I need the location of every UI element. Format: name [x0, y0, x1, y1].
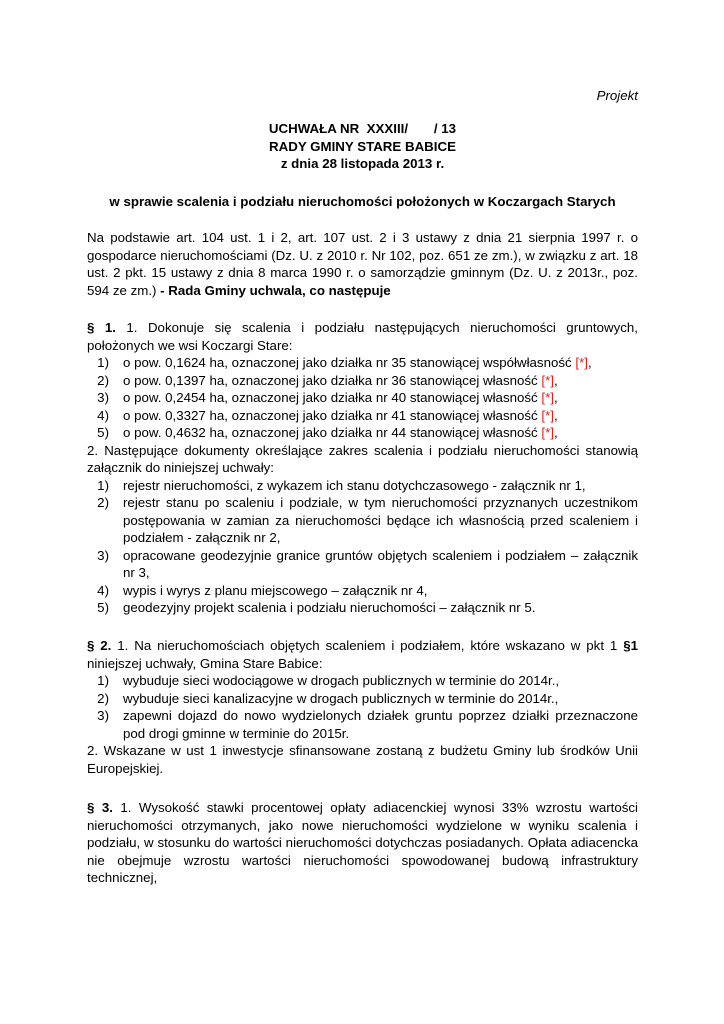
document-item-text [123, 582, 638, 600]
document-item-body: wypis i wyrys z planu miejscowego – załącznik nr 4, [123, 582, 428, 598]
document-item-text [123, 547, 638, 582]
investment-item-number: 2) [97, 690, 109, 706]
investment-item-body: zapewni dojazd do nowo wydzielonych działek gruntu poprzez działki przeznaczone pod drogi gminne w terminie do 2015r. [123, 708, 638, 741]
section-3-label: § 3. [87, 800, 113, 815]
redaction-mark: [*] [541, 372, 554, 388]
investment-list [87, 672, 638, 742]
parcel-item-number: 5) [97, 425, 109, 440]
section-1 [87, 319, 638, 617]
redaction-mark: [*] [541, 425, 554, 440]
parcel-item-number: 3) [97, 390, 109, 405]
resolution-header [87, 120, 638, 173]
preamble-bold: - Rada Gminy uchwala, co następuje [156, 282, 391, 298]
parcel-item [87, 372, 638, 390]
parcel-item [87, 424, 638, 442]
section-1-intro-text: 1. Dokonuje się scalenia i podziału następujących nieruchomości gruntowych, położonych we wsi Koczargi Stare: [87, 320, 639, 353]
parcel-item-end: , [553, 372, 558, 388]
parcel-item-text [123, 354, 638, 372]
parcel-list [87, 354, 638, 442]
document-item-number: 4) [97, 582, 109, 598]
document-item-number: 2) [97, 495, 109, 510]
resolution-number: UCHWAŁA NR XXXIII/ / 13 [268, 121, 457, 136]
section-2 [87, 637, 638, 777]
parcel-item-end: , [553, 425, 558, 440]
investment-item-body: wybuduje sieci wodociągowe w drogach publicznych w terminie do 2014r., [123, 673, 560, 688]
document-item-number: 1) [97, 477, 109, 493]
investment-item [87, 707, 638, 742]
parcel-item-end: , [587, 355, 592, 370]
document-item [87, 599, 638, 617]
document-item-body: geodezyjny projekt scalenia i podziału nieruchomości – załącznik nr 5. [123, 600, 536, 615]
parcel-item [87, 407, 638, 425]
parcel-item-text [123, 372, 638, 390]
section-3-text: 1. Wysokość stawki procentowej opłaty adiacenckiej wynosi 33% wzrostu wartości nieruchomości otrzymanych, jako nowe nieruchomości wydzielone w wyniku scalenia i podziału, w stosunku do wartości nieruchomości dotychczas posiadanych. Opłata adiacencka nie obejmuje wzrostu wartości nieruchomości spowodowanej budową infrastruktury technicznej, [87, 800, 638, 885]
resolution-subject: w sprawie scalenia i podziału nieruchomości położonych w Koczargach Starych [109, 194, 616, 209]
parcel-item-text [123, 389, 638, 407]
document-item-text [123, 477, 638, 495]
parcel-item-end: , [553, 390, 558, 405]
preamble-text: Na podstawie art. 104 ust. 1 i 2, art. 107 ust. 2 i 3 ustawy z dnia 21 sierpnia 1997 r. o gospodarce nieruchomościami (Dz. U. z 2010 r. Nr 102, poz. 651 ze zm.), w związku z art. 18 ust. 2 pkt. 15 ustawy z dnia 8 marca 1990 r. o samorządzie gminnym (Dz. U. z 2013r., poz. 594 ze zm.) [87, 230, 638, 298]
investment-item [87, 672, 638, 690]
parcel-item-end: , [553, 407, 558, 423]
preamble [87, 229, 638, 299]
parcel-item [87, 354, 638, 372]
section-2-intro-text: 1. Na nieruchomościach objętych scaleniem i podziałem, które wskazano w pkt 1 [111, 638, 624, 653]
document-item-text [123, 599, 638, 617]
investment-item-number: 3) [97, 708, 109, 723]
parcel-item-number: 2) [97, 372, 109, 388]
redaction-mark: [*] [575, 355, 588, 370]
resolution-date: z dnia 28 listopada 2013 r. [280, 156, 445, 171]
parcel-item-number: 4) [97, 407, 109, 423]
parcel-item-body: o pow. 0,3327 ha, oznaczonej jako działka nr 41 stanowiącej własność [123, 407, 542, 423]
section-2-intro [87, 637, 638, 672]
document-item [87, 494, 638, 547]
section-2-intro-text-2: niniejszej uchwały, Gmina Stare Babice: [87, 655, 323, 671]
section-2-p2: 2. Wskazane w ust 1 inwestycje sfinansowane zostaną z budżetu Gminy lub środków Unii Europejskiej. [87, 743, 638, 776]
section-3 [87, 799, 638, 887]
document-item [87, 477, 638, 495]
parcel-item-text [123, 407, 638, 425]
section-1-label: § 1. [87, 320, 116, 335]
document-item [87, 582, 638, 600]
redaction-mark: [*] [541, 390, 554, 405]
document-item-body: opracowane geodezyjnie granice gruntów objętych scaleniem i podziałem – załącznik nr 3, [123, 547, 638, 580]
parcel-item-text [123, 424, 638, 442]
document-item-body: rejestr stanu po scaleniu i podziale, w tym nieruchomości przyznanych uczestnikom postępowania w zamian za nieruchomości będące ich własnością przed scaleniem i podziałem - załącznik nr 2, [123, 495, 638, 545]
investment-item-body: wybuduje sieci kanalizacyjne w drogach publicznych w terminie do 2014r., [123, 690, 559, 706]
investment-item-text [123, 707, 638, 742]
section-2-label: § 2. [87, 638, 112, 653]
parcel-item-body: o pow. 0,4632 ha, oznaczonej jako działka nr 44 stanowiącej własność [123, 425, 542, 440]
document-item-number: 5) [97, 600, 109, 615]
redaction-mark: [*] [541, 407, 554, 423]
document-list [87, 477, 638, 617]
parcel-item-number: 1) [97, 355, 109, 370]
document-item-body: rejestr nieruchomości, z wykazem ich stanu dotychczasowego - załącznik nr 1, [123, 477, 586, 493]
projekt-label: Projekt [596, 88, 638, 103]
council-name: RADY GMINY STARE BABICE [269, 138, 456, 154]
parcel-item-body: o pow. 0,2454 ha, oznaczonej jako działka nr 40 stanowiącej własność [123, 390, 542, 405]
investment-item [87, 690, 638, 708]
parcel-item-body: o pow. 0,1624 ha, oznaczonej jako działka nr 35 stanowiącej współwłasność [123, 355, 576, 370]
section-1-intro [87, 319, 638, 354]
section-1-p2: 2. Następujące dokumenty określające zakres scalenia i podziału nieruchomości stanowią załącznik do niniejszej uchwały: [87, 442, 638, 475]
parcel-item [87, 389, 638, 407]
document-item-text [123, 494, 638, 547]
investment-item-number: 1) [97, 673, 109, 688]
investment-item-text [123, 690, 638, 708]
document-item-number: 3) [97, 547, 109, 563]
section-2-ref: §1 [623, 638, 638, 653]
parcel-item-body: o pow. 0,1397 ha, oznaczonej jako działka nr 36 stanowiącej własność [123, 372, 542, 388]
document-item [87, 547, 638, 582]
investment-item-text [123, 672, 638, 690]
